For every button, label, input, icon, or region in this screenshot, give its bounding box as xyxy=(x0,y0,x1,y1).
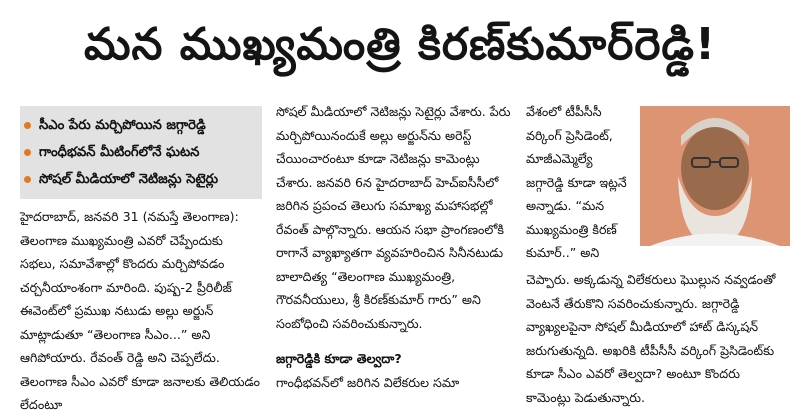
highlight-item xyxy=(24,139,256,166)
portrait-icon xyxy=(640,106,790,246)
column-2 xyxy=(276,100,518,394)
highlights-box xyxy=(20,106,262,199)
article-paragraph: వేశంలో టీపీసీసీ వర్కింగ్ ప్రెసిడెంట్, మాజీఎమ్మెల్యే జగ్గారెడ్డి కూడా ఇట్లనే అన్నాడు. “మన ముఖ్యమంత్రి కిరణ్ కుమార్..” అని xyxy=(526,104,627,260)
column-3-bottom xyxy=(526,268,788,409)
bullet-icon xyxy=(24,176,31,183)
highlight-text: గాంధీభవన్ మీటింగ్‌లోనే ఘటన xyxy=(39,145,200,160)
column-3-top xyxy=(526,100,634,265)
article-paragraph: గాంధీభవన్‌లో జరిగిన విలేకరుల సమా xyxy=(276,374,460,390)
subheading: జగ్గారెడ్డికి కూడా తెల్వదా? xyxy=(276,351,402,366)
article-paragraph: సోషల్ మీడియాలో నెటిజన్లు సెటైర్లు వేశారు. పేరు మర్చిపోయినందుకే అల్లు అర్జున్‌ను అరెస్ట్ చేయించారంటూ కూడా నెటిజన్లు కామెంట్లు చేశారు. జనవరి 6న హైదరాబాద్ హెచ్ఐసీసీలో జరిగిన ప్రపంచ తెలుగు సమాఖ్య మహాసభల్లో రేవంత్ పాల్గొన్నారు. ఆయన సభా ప్రాంగణంలోకి రాగానే వ్యాఖ్యాతగా వ్యవహరించిన సినీనటుడు బాలాదిత్య “తెలంగాణ ముఖ్యమంత్రి, గౌరవనీయులు, శ్రీ కిరణ్‌కుమార్ గారు” అని సంబోధించి సవరించుకున్నారు. xyxy=(276,104,511,331)
headline: మన ముఖ్యమంత్రి కిరణ్‌కుమార్‌రెడ్డి! xyxy=(83,19,717,70)
article-paragraph: చెప్పారు. అక్కడున్న విలేకరులు ఘొల్లున నవ్వడంతో వెంటనే తేరుకొని సవరించుకున్నారు. జగ్గారెడ్డి వ్యాఖ్యలపైనా సోషల్ మీడియాలో హాట్ డిస్కషన్ జరుగుతున్నది. అఖరికి టీపీసీసీ వర్కింగ్ ప్రెసిడెంట్‌కు కూడా సీఎం ఎవరో తెల్వదా? అంటూ కొందరు కామెంట్లు పెడుతున్నారు. xyxy=(526,272,776,405)
highlight-item xyxy=(24,166,256,193)
article-paragraph: హైదరాబాద్, జనవరి 31 (నమస్తే తెలంగాణ): తెలంగాణ ముఖ్యమంత్రి ఎవరో చెప్పేందుకు సభలు, సమావేశాల్లో కొందరు మర్చిపోవడం చర్చనీయాంశంగా మారింది. పుష్ప-2 ప్రీరిలీజ్ ఈవెంట్‌లో ప్రముఖ నటుడు అల్లు అర్జున్ మాట్లాడుతూ “తెలంగాణ సీఎం...” అని ఆగిపోయారు. రేవంత్ రెడ్డి అని చెప్పలేదు. తెలంగాణ సీఎం ఎవరో కూడా జనాలకు తెలియడం లేదంటూ xyxy=(20,209,261,412)
highlight-text: సీఎం పేరు మర్చిపోయిన జగ్గారెడ్డి xyxy=(39,118,206,133)
highlight-text: సోషల్ మీడియాలో నెటిజన్లు సెటైర్లు xyxy=(39,172,219,187)
column-1 xyxy=(20,100,262,417)
person-photo xyxy=(640,106,790,246)
highlight-item xyxy=(24,112,256,139)
bullet-icon xyxy=(24,122,31,129)
bullet-icon xyxy=(24,149,31,156)
